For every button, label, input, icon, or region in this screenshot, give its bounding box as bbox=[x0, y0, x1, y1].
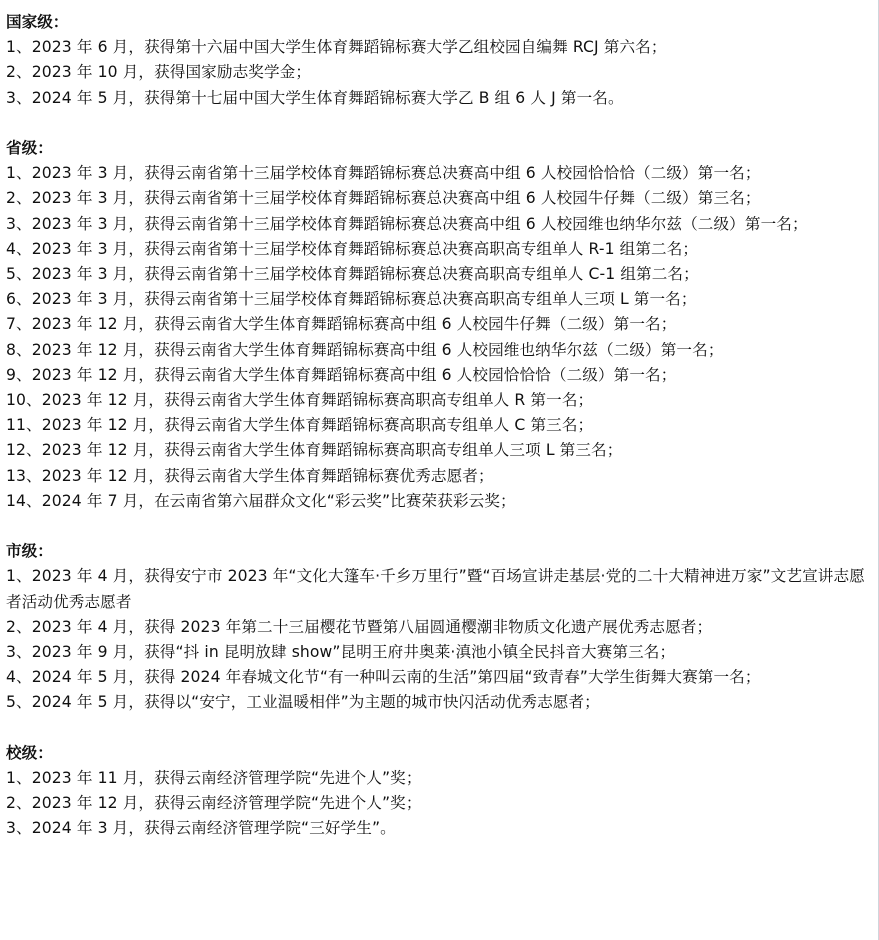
list-item: 4、2023 年 3 月，获得云南省第十三届学校体育舞蹈锦标赛总决赛高职高专组单人 R-1 组第二名； bbox=[6, 239, 699, 258]
list-item: 2、2023 年 3 月，获得云南省第十三届学校体育舞蹈锦标赛总决赛高中组 6 人校园牛仔舞（二级）第三名； bbox=[6, 189, 761, 208]
section-municipal bbox=[6, 539, 878, 715]
section-heading: 校级： bbox=[6, 743, 53, 762]
list-item: 14、2024 年 7 月，在云南省第六届群众文化“彩云奖”比赛荣获彩云奖； bbox=[6, 491, 516, 510]
list-item: 4、2024 年 5 月，获得 2024 年春城文化节“有一种叫云南的生活”第四届“致青春”大学生街舞大赛第一名； bbox=[6, 668, 761, 687]
list-item: 12、2023 年 12 月，获得云南省大学生体育舞蹈锦标赛高职高专组单人三项 L 第三名； bbox=[6, 441, 623, 460]
list-item: 1、2023 年 3 月，获得云南省第十三届学校体育舞蹈锦标赛总决赛高中组 6 人校园恰恰恰（二级）第一名； bbox=[6, 164, 761, 183]
list-item: 8、2023 年 12 月，获得云南省大学生体育舞蹈锦标赛高中组 6 人校园维也纳华尔兹（二级）第一名； bbox=[6, 340, 724, 359]
section-school bbox=[6, 741, 878, 842]
list-item: 9、2023 年 12 月，获得云南省大学生体育舞蹈锦标赛高中组 6 人校园恰恰恰（二级）第一名； bbox=[6, 365, 677, 384]
list-item: 5、2023 年 3 月，获得云南省第十三届学校体育舞蹈锦标赛总决赛高职高专组单人 C-1 组第二名； bbox=[6, 264, 699, 283]
section-provincial bbox=[6, 136, 878, 514]
list-item: 2、2023 年 4 月，获得 2023 年第二十三届樱花节暨第八届圆通樱潮非物质文化遗产展优秀志愿者； bbox=[6, 617, 713, 636]
section-heading: 国家级： bbox=[6, 13, 69, 31]
section-heading: 市级： bbox=[6, 542, 53, 561]
list-item: 2、2023 年 10 月，获得国家励志奖学金； bbox=[6, 63, 312, 82]
section-national bbox=[6, 10, 878, 111]
section-heading: 省级： bbox=[6, 138, 53, 157]
list-item: 6、2023 年 3 月，获得云南省第十三届学校体育舞蹈锦标赛总决赛高职高专组单人三项 L 第一名； bbox=[6, 290, 697, 309]
list-item: 2、2023 年 12 月，获得云南经济管理学院“先进个人”奖； bbox=[6, 794, 422, 813]
list-item: 7、2023 年 12 月，获得云南省大学生体育舞蹈锦标赛高中组 6 人校园牛仔舞（二级）第一名； bbox=[6, 315, 677, 334]
list-item: 3、2023 年 9 月，获得“抖 in 昆明放肆 show”昆明王府井奥莱·滇池小镇全民抖音大赛第三名； bbox=[6, 643, 676, 661]
list-item: 3、2024 年 5 月，获得第十七届中国大学生体育舞蹈锦标赛大学乙 B 组 6 人 J 第一名。 bbox=[6, 88, 624, 107]
list-item: 3、2023 年 3 月，获得云南省第十三届学校体育舞蹈锦标赛总决赛高中组 6 人校园维也纳华尔兹（二级）第一名； bbox=[6, 214, 808, 233]
list-item: 1、2023 年 4 月，获得安宁市 2023 年“文化大篷车·千乡万里行”暨“百场宣讲走基层·党的二十大精神进万家”文艺宣讲志愿者活动优秀志愿者 bbox=[6, 567, 865, 611]
list-item: 13、2023 年 12 月，获得云南省大学生体育舞蹈锦标赛优秀志愿者； bbox=[6, 466, 494, 485]
list-item: 11、2023 年 12 月，获得云南省大学生体育舞蹈锦标赛高职高专组单人 C 第三名； bbox=[6, 416, 594, 435]
list-item: 10、2023 年 12 月，获得云南省大学生体育舞蹈锦标赛高职高专组单人 R 第一名； bbox=[6, 391, 594, 409]
list-item: 1、2023 年 6 月，获得第十六届中国大学生体育舞蹈锦标赛大学乙组校园自编舞 RCJ 第六名； bbox=[6, 38, 667, 57]
list-item: 1、2023 年 11 月，获得云南经济管理学院“先进个人”奖； bbox=[6, 768, 422, 787]
list-item: 5、2024 年 5 月，获得以“安宁，工业温暖相伴”为主题的城市快闪活动优秀志愿者； bbox=[6, 693, 600, 712]
list-item: 3、2024 年 3 月，获得云南经济管理学院“三好学生”。 bbox=[6, 819, 396, 838]
